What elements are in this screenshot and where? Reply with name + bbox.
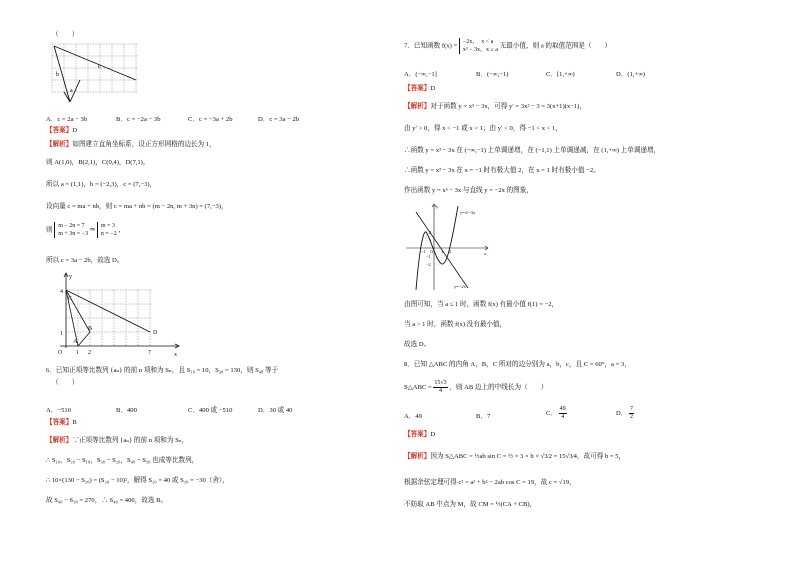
q7-piecewise xyxy=(459,38,498,54)
graph-xtick-1: 1 xyxy=(441,249,444,254)
svg-text:c: c xyxy=(98,64,101,70)
graph-origin: O xyxy=(430,249,434,254)
q7-piece-2: x³ − 3x，x ≥ a xyxy=(462,47,498,53)
answer-tag: 【答案】 xyxy=(46,419,73,426)
sys-arrow: ⇒ xyxy=(89,226,96,234)
q8-stem-2-suffix: ，则 AB 边上的中线长为（ ） xyxy=(449,384,548,392)
q6-analysis-line-3: ∴ 10×(130 − S₂₀) = (S₂₀ − 10)²，解得 S₂₀ = 40 或 S₂₀ = −30（舍）， xyxy=(46,477,229,484)
q8-option-d xyxy=(616,406,634,421)
q8-option-c xyxy=(546,406,567,421)
q8-analysis-line-1 xyxy=(404,452,625,461)
answer-tag: 【答案】 xyxy=(46,127,73,134)
q7-analysis-line-7: 当 a > 1 时，函数 f(x) 没有最小值， xyxy=(404,321,507,328)
fig2-y-label: y xyxy=(69,274,72,280)
q5-coordinate-figure xyxy=(52,270,184,358)
q5-option-d: D．c = 3a − 2b xyxy=(258,116,300,123)
q8-option-b: B．7 xyxy=(476,413,491,420)
q5-option-c: C．c = −3a + 2b xyxy=(188,116,233,123)
q8-analysis-line-2: 根据余弦定理可得 c² = a² + b² − 2ab cos C = 19，故 c = √19， xyxy=(404,479,576,486)
q7-piece-1: −2x， x < a xyxy=(462,39,494,45)
graph-x-label: x xyxy=(484,251,487,256)
q8-area-fraction xyxy=(433,380,447,395)
answer-value: D xyxy=(430,85,436,92)
q7-option-d: D．(1,+∞) xyxy=(616,71,646,78)
q6-option-c: C．400 或 −510 xyxy=(188,407,233,414)
q5-analysis-line-4: 设向量 c = ma + nb，则 c = ma + nb = (m − 2n, m + 3n) = (7,−3)， xyxy=(46,203,228,210)
q7-option-c: C．[1,+∞) xyxy=(546,71,575,78)
q5-analysis-line-3: 所以 a = (1,1)，b = (−2,3)，c = (7,−3)， xyxy=(46,181,157,188)
fig2-point-b: B xyxy=(88,326,93,332)
q7-analysis-line-4: ∴函数 y = x³ − 3x 在 x = −1 时有极大值 2，在 x = 1 时有极小值 −2。 xyxy=(404,167,600,174)
q5-grid-figure xyxy=(50,42,142,104)
q5-analysis-line-2: 则 A(1,0)，B(2,1)，C(0,4)，D(7,1)， xyxy=(46,159,150,166)
fig2-point-c: C xyxy=(68,296,73,302)
fig2-tick-1: 1 xyxy=(60,331,63,337)
sys-a1: m − 2n = 7 xyxy=(58,223,85,229)
graph-ytick-2: 2 xyxy=(429,230,432,235)
analysis-text: 因为 S△ABC = ½ab sin C = ½ × 3 × b × √3⁄2 = 15√3⁄4，故可得 b = 5， xyxy=(430,453,626,460)
q5-analysis-line-1 xyxy=(46,140,216,149)
graph-xtick-2: 2 xyxy=(449,249,452,254)
graph-curve-label: y=x³−3x xyxy=(460,210,476,215)
q7-answer xyxy=(404,84,435,93)
q7-option-b: B．(−∞,−1) xyxy=(476,71,509,78)
fig2-point-d: D xyxy=(153,330,158,336)
q7-analysis-line-6: 由图可知，当 a ≤ 1 时，函数 f(x) 有最小值 f(1) = −2， xyxy=(404,301,559,308)
fig2-xtick-1: 1 xyxy=(76,350,79,356)
q8-stem-line-1: 8．已知 △ABC 的内角 A，B，C 所对的边分别为 a，b，c，且 C = 60°，a = 3， xyxy=(404,361,631,368)
answer-value: D xyxy=(430,431,436,438)
sys-suffix: ， xyxy=(118,226,125,234)
analysis-tag: 【解析】 xyxy=(404,453,431,460)
q7-option-a: A．(−∞,−1] xyxy=(404,71,437,78)
q7-stem-prefix: 7．已知函数 f(x) = xyxy=(404,42,458,50)
q7-analysis-line-5: 作出函数 y = x³ − 3x 与直线 y = −2x 的图象， xyxy=(404,187,533,194)
graph-line-label: y=−2x xyxy=(454,284,466,289)
q6-answer xyxy=(46,418,77,427)
vector-c-line xyxy=(54,46,136,80)
q7-analysis-line-2: 由 y′ > 0，得 x < −1 或 x > 1；由 y′ < 0，得 −1 < x < 1， xyxy=(404,125,562,132)
q5-stem-tail: （ ） xyxy=(52,31,79,38)
answer-value: D xyxy=(72,127,78,134)
graph-ytick-neg1: −1 xyxy=(426,254,431,259)
q8-stem-2-prefix: S△ABC = xyxy=(404,384,432,392)
fraction-denominator: 4 xyxy=(561,414,565,420)
fig2-x-label: x xyxy=(174,352,177,358)
q5-option-b: B．c = −2a − 3b xyxy=(116,116,161,123)
graph-ytick-neg2: −2 xyxy=(426,262,431,267)
option-d-fraction xyxy=(629,406,634,421)
answer-value: B xyxy=(72,419,77,426)
q7-stem-suffix: 无最小值，则 a 的取值范围是（ ） xyxy=(499,42,612,50)
answer-tag: 【答案】 xyxy=(404,85,431,92)
analysis-text: ∵正项等比数列 {aₙ} 的前 n 项和为 Sₙ， xyxy=(72,437,189,444)
svg-text:a: a xyxy=(70,88,73,94)
q8-stem-line-2 xyxy=(404,380,547,395)
q5-analysis-line-5: 所以 c = 3a − 2b，故选 D。 xyxy=(46,257,124,264)
fraction-numerator: 15√3 xyxy=(434,380,447,386)
q6-analysis-line-2: ∴ S₁₀，S₂₀ − S₁₀，S₃₀ − S₂₀，S₄₀ − S₃₀ 也成等比数列， xyxy=(46,457,199,464)
graph-y-label: y xyxy=(436,204,439,209)
option-c-fraction xyxy=(559,406,567,421)
fraction-denominator: 4 xyxy=(438,388,442,394)
sys-right xyxy=(97,222,117,238)
fig2-origin: O xyxy=(58,350,63,356)
graph-ytick-1: 1 xyxy=(429,238,432,243)
fig2-xtick-2: 2 xyxy=(88,350,91,356)
q6-stem-line-1: 6．已知正项等比数列 {aₙ} 的前 n 项和为 Sₙ，且 S₁₀ = 10，S₃₀ = 130，则 S₄₀ 等于 xyxy=(46,367,279,374)
fraction-numerator: 49 xyxy=(559,406,566,412)
q6-option-b: B．400 xyxy=(116,407,137,414)
q5-answer xyxy=(46,126,77,135)
q7-analysis-line-1 xyxy=(404,102,586,111)
analysis-tag: 【解析】 xyxy=(46,437,73,444)
fraction-numerator: 7 xyxy=(630,406,634,412)
q6-stem-line-2: （ ） xyxy=(52,379,79,386)
analysis-tag: 【解析】 xyxy=(404,103,431,110)
analysis-tag: 【解析】 xyxy=(46,141,73,148)
answer-tag: 【答案】 xyxy=(404,431,431,438)
option-letter: D． xyxy=(616,410,628,418)
q8-answer xyxy=(404,430,435,439)
q5-option-a: A．c = 2a − 3b xyxy=(46,116,88,123)
q6-option-a: A．−510 xyxy=(46,407,71,414)
sys-prefix: 则 xyxy=(46,226,53,234)
fig2-point-a: A xyxy=(73,339,78,345)
q7-function-graph xyxy=(404,202,490,292)
analysis-text: 对于函数 y = x³ − 3x，可得 y′ = 3x² − 3 = 3(x+1)(x−1)， xyxy=(430,103,586,110)
sys-b1: m = 3 xyxy=(100,223,115,229)
q6-analysis-line-4: 故 S₄₀ − S₃₀ = 270，∴ S₄₀ = 400，故选 B。 xyxy=(46,497,168,504)
option-letter: C． xyxy=(546,410,557,418)
q8-analysis-line-3: 不妨取 AB 中点为 M，故 CM = ½(CA + CB)， xyxy=(404,501,537,508)
sys-a2: m + 3n = −3 xyxy=(58,231,89,237)
q8-option-a: A．49 xyxy=(404,413,422,420)
fig2-xtick-7: 7 xyxy=(148,350,151,356)
q7-analysis-line-3: ∴函数 y = x³ − 3x 在 (−∞,−1) 上单调递增，在 (−1,1) 上单调递减，在 (1,+∞) 上单调递增， xyxy=(404,147,661,154)
q6-option-d: D．30 或 40 xyxy=(258,407,293,414)
q6-analysis-line-1 xyxy=(46,436,188,445)
graph-xtick-neg1: −1 xyxy=(421,249,426,254)
sys-left xyxy=(54,222,88,238)
fraction-denominator: 2 xyxy=(630,414,634,420)
q5-system xyxy=(46,222,125,238)
svg-text:b: b xyxy=(56,72,59,78)
q7-analysis-line-8: 故选 D。 xyxy=(404,341,431,348)
fig2-tick-4: 4 xyxy=(60,289,63,295)
analysis-text: 如图建立直角坐标系，设正方形网格的边长为 1， xyxy=(72,141,216,148)
sys-b2: n = −2 xyxy=(100,231,117,237)
q7-stem xyxy=(404,38,611,54)
